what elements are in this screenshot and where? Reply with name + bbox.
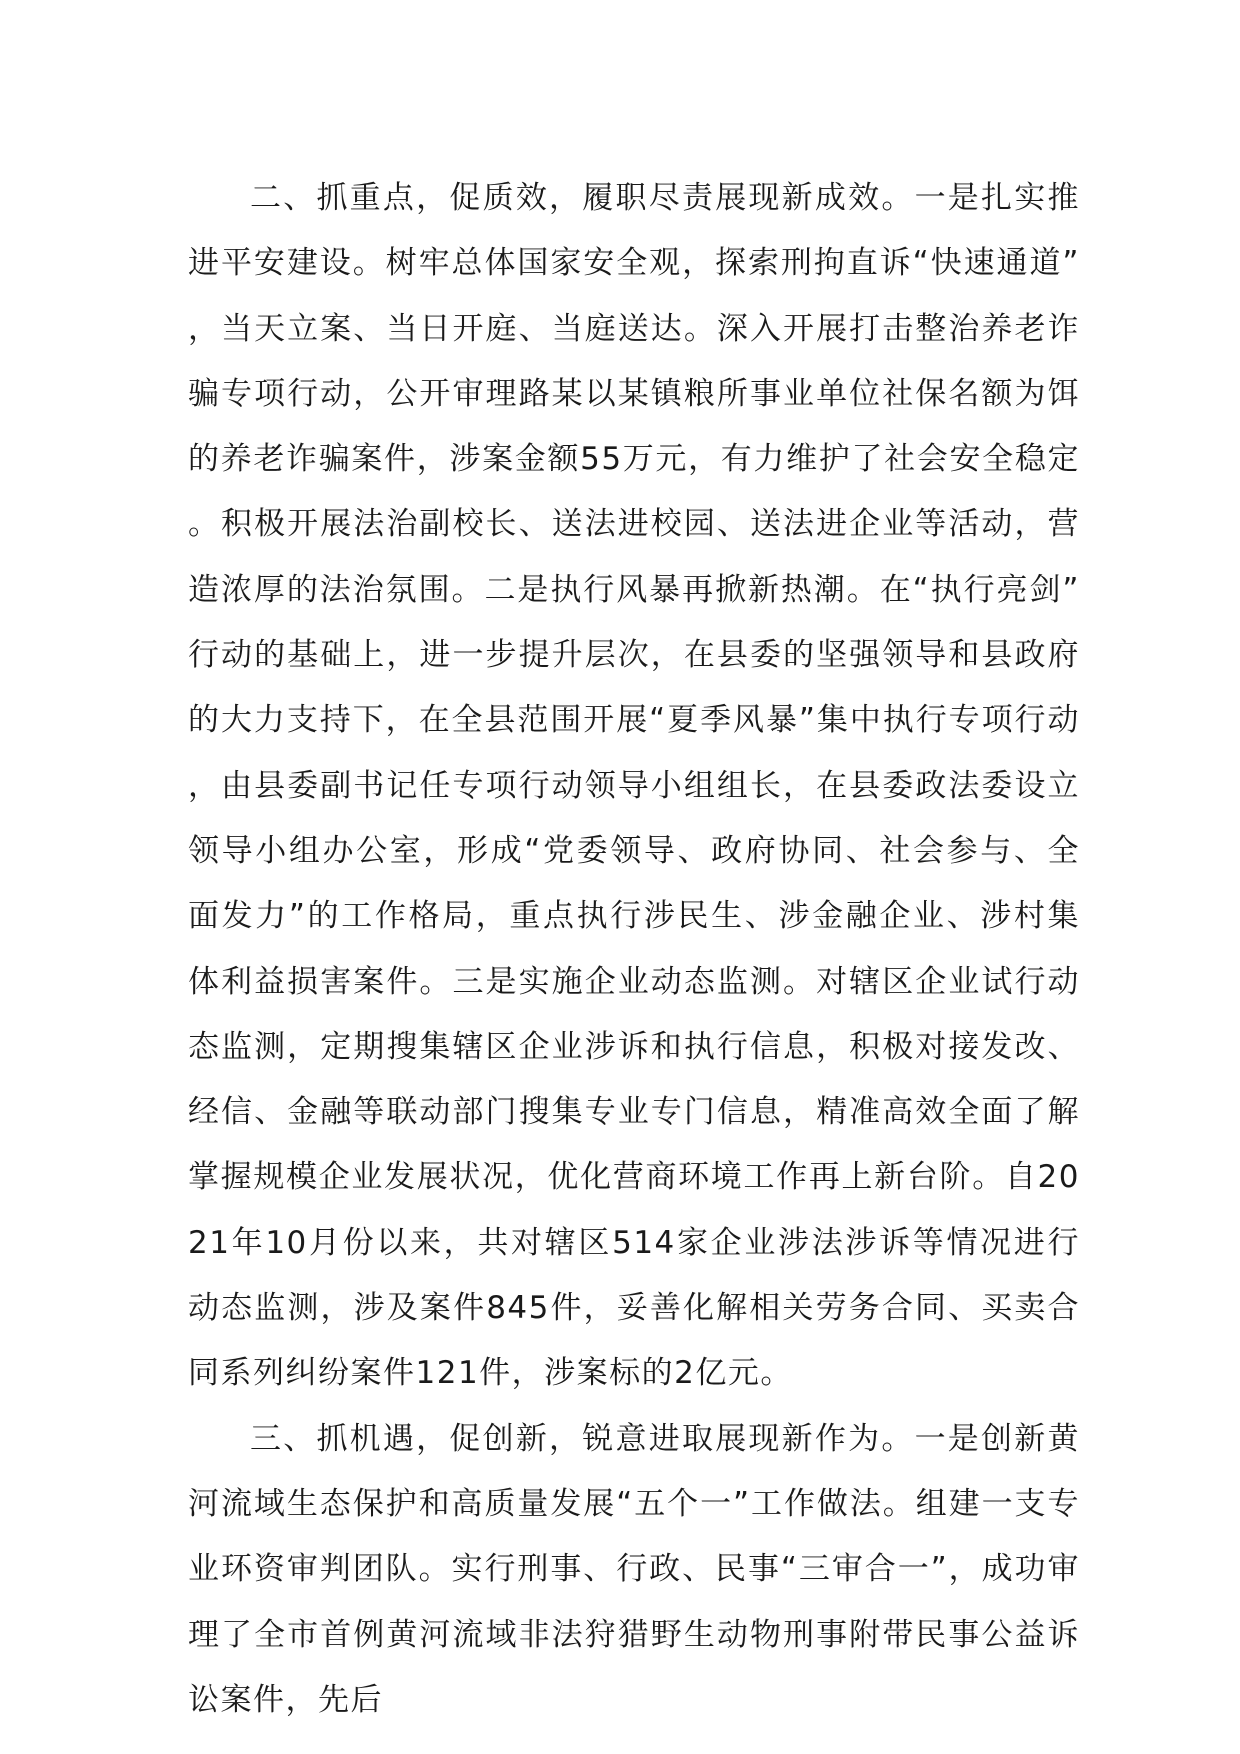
paragraph-section-two: 二、抓重点，促质效，履职尽责展现新成效。一是扎实推进平安建设。树牢总体国家安全观，探索刑拘直诉“快速通道”，当天立案、当日开庭、当庭送达。深入开展打击整治养老诈骗专项行动，公开审理路某以某镇粮所事业单位社保名额为饵的养老诈骗案件，涉案金额55万元，有力维护了社会安全稳定。积极开展法治副校长、送法进校园、送法进企业等活动，营造浓厚的法治氛围。二是执行风暴再掀新热潮。在“执行亮剑”行动的基础上，进一步提升层次，在县委的坚强领导和县政府的大力支持下，在全县范围开展“夏季风暴”集中执行专项行动，由县委副书记任专项行动领导小组组长，在县委政法委设立领导小组办公室，形成“党委领导、政府协同、社会参与、全面发力”的工作格局，重点执行涉民生、涉金融企业、涉村集体利益损害案件。三是实施企业动态监测。对辖区企业试行动态监测，定期搜集辖区企业涉诉和执行信息，积极对接发改、经信、金融等联动部门搜集专业专门信息，精准高效全面了解掌握规模企业发展状况，优化营商环境工作再上新台阶。自2021年10月份以来，共对辖区514家企业涉法涉诉等情况进行动态监测，涉及案件845件，妥善化解相关劳务合同、买卖合同系列纠纷案件121件，涉案标的2亿元。 bbox=[188, 180, 1080, 1392]
paragraph-section-three: 三、抓机遇，促创新，锐意进取展现新作为。一是创新黄河流域生态保护和高质量发展“五个一”工作做法。组建一支专业环资审判团队。实行刑事、行政、民事“三审合一”，成功审理了全市首例黄河流域非法狩猎野生动物刑事附带民事公益诉讼案件，先后 bbox=[188, 1420, 1080, 1718]
document-page bbox=[188, 166, 1080, 1733]
